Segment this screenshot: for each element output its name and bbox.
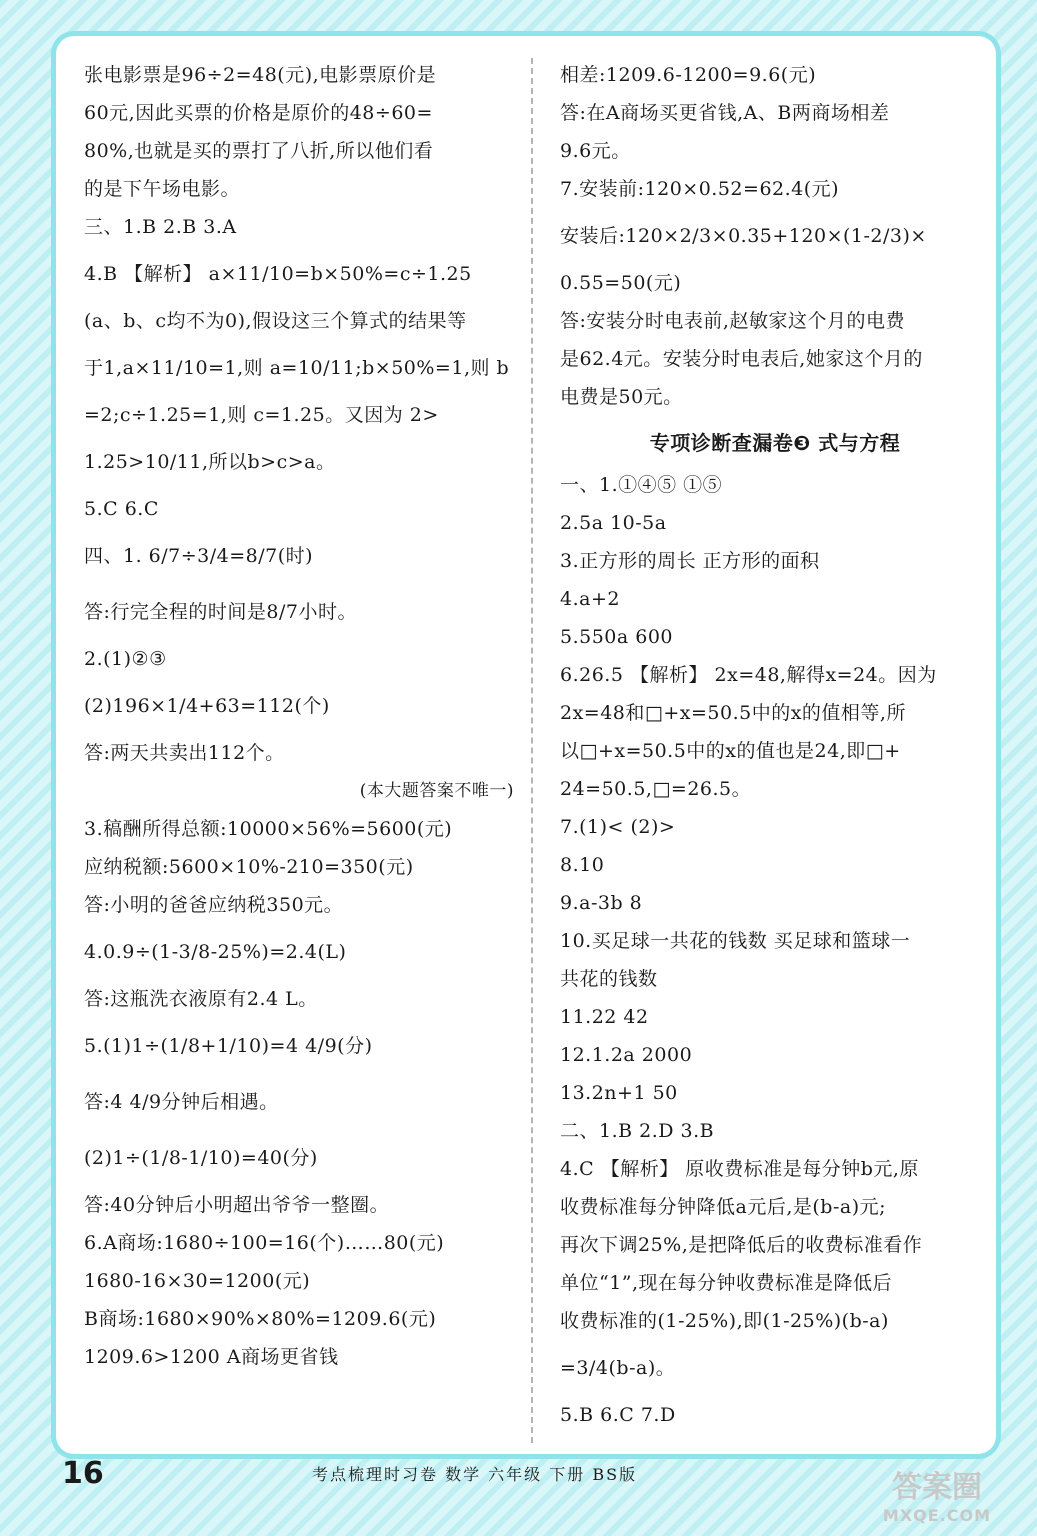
answer-line: 24=50.5,□=26.5。 [560, 778, 752, 800]
answer-line: 二、1.B 2.D 3.B [560, 1120, 715, 1142]
answer-line: 0.55=50(元) [560, 272, 682, 294]
answer-line: (a、b、c均不为0),假设这三个算式的结果等 [84, 310, 467, 332]
answer-line: 5.(1)1÷(1/8+1/10)=4 4/9(分) [84, 1035, 373, 1057]
answer-line: 再次下调25%,是把降低后的收费标准看作 [560, 1234, 923, 1256]
answer-line: 12.1.2a 2000 [560, 1044, 693, 1066]
right-column [560, 56, 990, 1434]
answer-line: 6.26.5 【解析】 2x=48,解得x=24。因为 [560, 664, 937, 686]
answer-line: 4.a+2 [560, 588, 620, 610]
answer-line: 60元,因此买票的价格是原价的48÷60= [84, 102, 433, 124]
answer-line: 9.6元。 [560, 140, 631, 162]
watermark-logo: 答案圈 [892, 1470, 982, 1505]
answer-line: 安装后:120×2/3×0.35+120×(1-2/3)× [560, 225, 927, 247]
answer-line: 共花的钱数 [560, 968, 658, 990]
answer-line: 4.B 【解析】 a×11/10=b×50%=c÷1.25 [84, 263, 472, 285]
answer-line: 收费标准每分钟降低a元后,是(b-a)元; [560, 1196, 887, 1218]
answer-line: 7.(1)< (2)> [560, 816, 676, 838]
answer-line: 相差:1209.6-1200=9.6(元) [560, 64, 817, 86]
answer-line: 7.安装前:120×0.52=62.4(元) [560, 178, 840, 200]
answer-line: =2;c÷1.25=1,则 c=1.25。又因为 2> [84, 404, 439, 426]
answer-line: 80%,也就是买的票打了八折,所以他们看 [84, 140, 434, 162]
page-number: 16 [62, 1456, 104, 1491]
answer-line: 3.正方形的周长 正方形的面积 [560, 550, 820, 572]
answer-line: 以□+x=50.5中的x的值也是24,即□+ [560, 740, 901, 762]
column-divider [531, 58, 533, 1443]
answer-line: 11.22 42 [560, 1006, 649, 1028]
answer-line: 4.0.9÷(1-3/8-25%)=2.4(L) [84, 941, 347, 963]
answer-line: 三、1.B 2.B 3.A [84, 216, 237, 238]
watermark [857, 1470, 1017, 1530]
answer-line: 5.C 6.C [84, 498, 159, 520]
answer-line: 答:40分钟后小明超出爷爷一整圈。 [84, 1194, 390, 1216]
answer-line: (2)1÷(1/8-1/10)=40(分) [84, 1147, 318, 1169]
answer-line: 答:两天共卖出112个。 [84, 742, 285, 764]
answer-line: 于1,a×11/10=1,则 a=10/11;b×50%=1,则 b [84, 357, 510, 379]
answer-line: 电费是50元。 [560, 386, 683, 408]
answer-line: 四、1. 6/7÷3/4=8/7(时) [84, 545, 314, 567]
answer-line: 2x=48和□+x=50.5中的x的值相等,所 [560, 702, 906, 724]
answer-line: 答:4 4/9分钟后相遇。 [84, 1091, 279, 1113]
answer-line: 答:小明的爸爸应纳税350元。 [84, 894, 344, 916]
answer-line: =3/4(b-a)。 [560, 1357, 676, 1379]
book-title: 考点梳理时习卷 数学 六年级 下册 BS版 [312, 1465, 638, 1484]
answer-line: 收费标准的(1-25%),即(1-25%)(b-a) [560, 1310, 889, 1332]
answer-line: 应纳税额:5600×10%-210=350(元) [84, 856, 414, 878]
answer-line: (本大题答案不唯一) [359, 781, 514, 801]
answer-line: 一、1.①④⑤ ①⑤ [560, 474, 723, 496]
answer-line: 的是下午场电影。 [84, 178, 241, 200]
answer-line: 5.550a 600 [560, 626, 674, 648]
answer-line: 答:这瓶洗衣液原有2.4 L。 [84, 988, 318, 1010]
answer-line: 是62.4元。安装分时电表后,她家这个月的 [560, 348, 923, 370]
answer-line: 10.买足球一共花的钱数 买足球和篮球一 [560, 930, 911, 952]
answer-line: 3.稿酬所得总额:10000×56%=5600(元) [84, 818, 453, 840]
section-title: 专项诊断查漏卷❸ 式与方程 [649, 431, 901, 455]
answer-line: 5.B 6.C 7.D [560, 1404, 676, 1426]
answer-line: 8.10 [560, 854, 605, 876]
answer-line: 1209.6>1200 A商场更省钱 [84, 1346, 339, 1368]
answer-line: 2.5a 10-5a [560, 512, 667, 534]
answer-line: 单位“1”,现在每分钟收费标准是降低后 [560, 1272, 893, 1294]
answer-line: 答:行完全程的时间是8/7小时。 [84, 601, 357, 623]
answer-line: 1680-16×30=1200(元) [84, 1270, 311, 1292]
answer-line: 13.2n+1 50 [560, 1082, 678, 1104]
answer-line: 张电影票是96÷2=48(元),电影票原价是 [84, 64, 437, 86]
answer-line: 2.(1)②③ [84, 648, 167, 670]
answer-line: 9.a-3b 8 [560, 892, 643, 914]
answer-line: B商场:1680×90%×80%=1209.6(元) [84, 1308, 437, 1330]
answer-line: (2)196×1/4+63=112(个) [84, 695, 330, 717]
left-column [84, 56, 514, 1376]
answer-line: 4.C 【解析】 原收费标准是每分钟b元,原 [560, 1158, 919, 1180]
answer-line: 1.25>10/11,所以b>c>a。 [84, 451, 336, 473]
answer-line: 答:在A商场买更省钱,A、B两商场相差 [560, 102, 890, 124]
answer-line: 答:安装分时电表前,赵敏家这个月的电费 [560, 310, 905, 332]
watermark-url: MXQE.COM [882, 1506, 992, 1525]
page-footer [62, 1456, 962, 1496]
answer-line: 6.A商场:1680÷100=16(个)……80(元) [84, 1232, 445, 1254]
